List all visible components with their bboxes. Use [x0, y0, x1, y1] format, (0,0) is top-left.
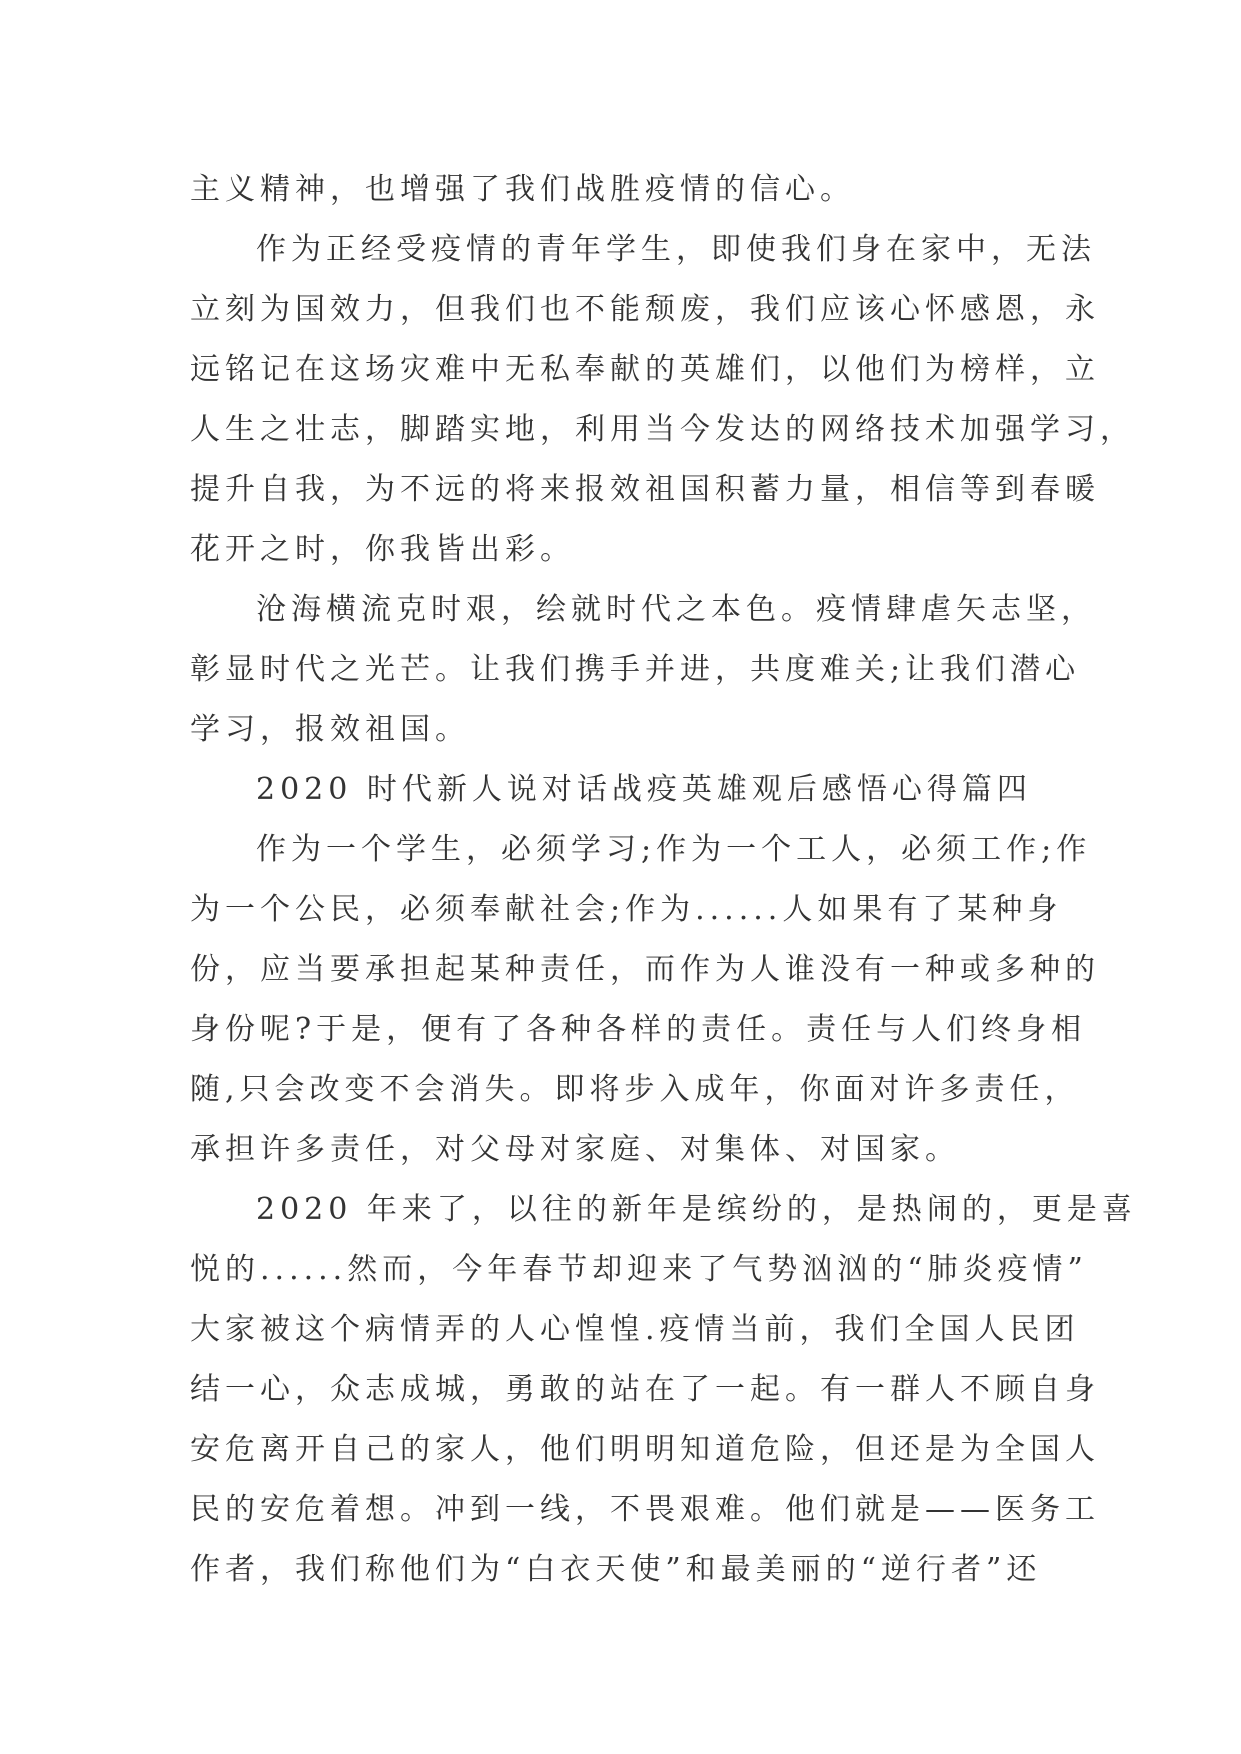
text-line: 身份呢?于是，便有了各种各样的责任。责任与人们终身相	[190, 1012, 1087, 1047]
text-line: 作为一个学生，必须学习;作为一个工人，必须工作;作	[256, 832, 1092, 867]
text-line: 2020 年来了，以往的新年是缤纷的，是热闹的，更是喜	[256, 1192, 1137, 1227]
text-line: 民的安危着想。冲到一线，不畏艰难。他们就是——医务工	[190, 1492, 1100, 1527]
text-line: 承担许多责任，对父母对家庭、对集体、对国家。	[190, 1132, 960, 1167]
text-line: 作为正经受疫情的青年学生，即使我们身在家中，无法	[256, 232, 1096, 267]
text-line: 大家被这个病情弄的人心惶惶.疫情当前，我们全国人民团	[190, 1312, 1080, 1347]
text-line: 结一心，众志成城，勇敢的站在了一起。有一群人不顾自身	[190, 1372, 1100, 1407]
text-line: 份，应当要承担起某种责任，而作为人谁没有一种或多种的	[190, 952, 1100, 987]
text-line: 花开之时，你我皆出彩。	[190, 532, 575, 567]
text-line: 沧海横流克时艰，绘就时代之本色。疫情肆虐矢志坚，	[256, 592, 1096, 627]
text-line: 立刻为国效力，但我们也不能颓废，我们应该心怀感恩，永	[190, 292, 1100, 327]
document-body	[190, 160, 1137, 1600]
text-line: 主义精神，也增强了我们战胜疫情的信心。	[190, 172, 855, 207]
text-line: 远铭记在这场灾难中无私奉献的英雄们，以他们为榜样，立	[190, 352, 1100, 387]
text-line: 2020 时代新人说对话战疫英雄观后感悟心得篇四	[256, 772, 1032, 807]
text-line: 为一个公民，必须奉献社会;作为......人如果有了某种身	[190, 892, 1063, 927]
text-line: 学习，报效祖国。	[190, 712, 470, 747]
text-line: 人生之壮志，脚踏实地，利用当今发达的网络技术加强学习，	[190, 412, 1135, 447]
text-line: 悦的......然而，今年春节却迎来了气势汹汹的“肺炎疫情”	[190, 1252, 1088, 1287]
text-line: 作者，我们称他们为“白衣天使”和最美丽的“逆行者”还	[190, 1552, 1042, 1587]
text-line: 安危离开自己的家人，他们明明知道危险，但还是为全国人	[190, 1432, 1100, 1467]
text-line: 随,只会改变不会消失。即将步入成年，你面对许多责任，	[190, 1072, 1080, 1107]
text-line: 提升自我，为不远的将来报效祖国积蓄力量，相信等到春暖	[190, 472, 1100, 507]
text-line: 彰显时代之光芒。让我们携手并进，共度难关;让我们潜心	[190, 652, 1081, 687]
